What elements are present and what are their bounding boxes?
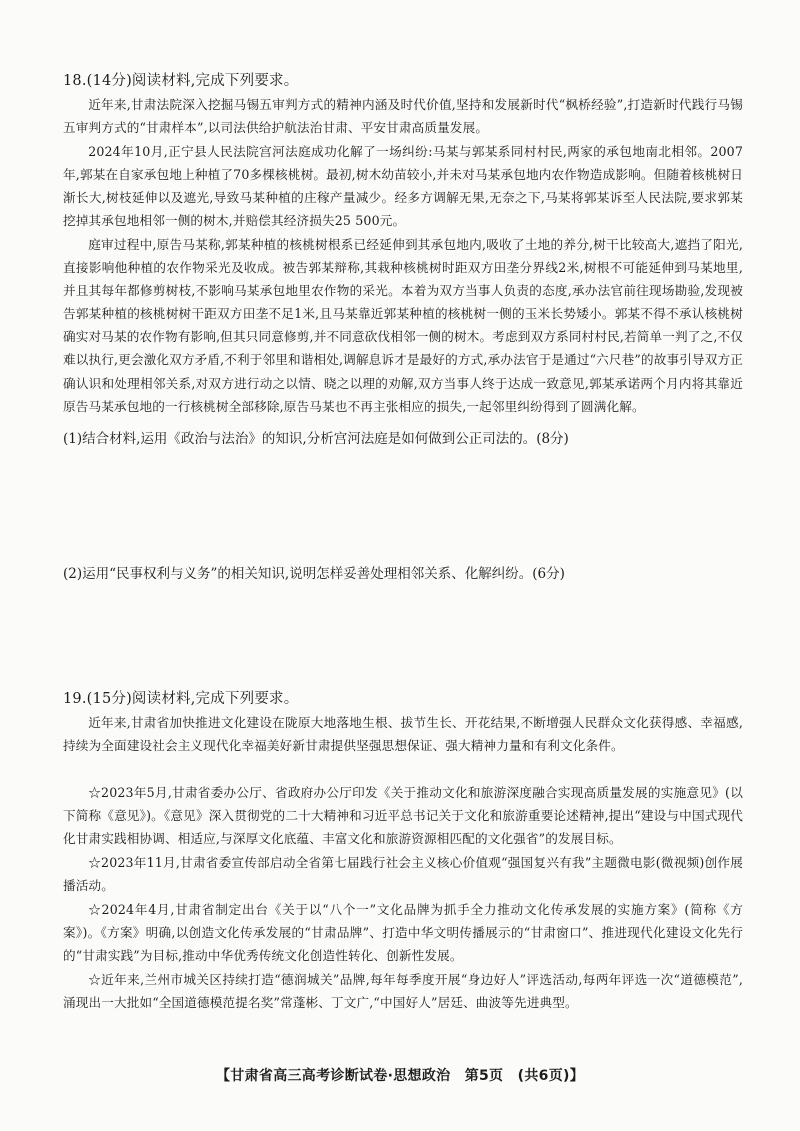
q18-paragraph-1: 近年来,甘肃法院深入挖掘马锡五审判方式的精神内涵及时代价值,坚持和发展新时代“枫桥经验”,打造新时代践行马锡五审判方式的“甘肃样本”,以司法供给护航法治甘肃、平安甘肃高质量发展。 bbox=[63, 97, 743, 136]
q19-paragraph-4: ☆2024年4月,甘肃省制定出台《关于以“八个一”文化品牌为抓手全力推动文化传承发展的实施方案》(简称《方案》)。《方案》明确,以创造文化传承发展的“甘肃品牌”、打造中华文明传播展示的“甘肃窗口”、推进现代化建设文化先行的“甘肃实践”为目标,推动中华优秀传统文化创造性转化、创新性发展。 bbox=[63, 902, 743, 964]
question-18-heading: 18.(14分)阅读材料,完成下列要求。 bbox=[63, 73, 299, 89]
q18-question-1: (1)结合材料,运用《政治与法治》的知识,分析宫河法庭是如何做到公正司法的。(8分) bbox=[63, 431, 569, 447]
q19-paragraph-3: ☆2023年11月,甘肃省委宣传部启动全省第七届践行社会主义核心价值观“强国复兴有我”主题微电影(微视频)创作展播活动。 bbox=[63, 855, 743, 894]
q18-paragraph-2: 2024年10月,正宁县人民法院宫河法庭成功化解了一场纠纷:马某与郭某系同村村民,两家的承包地南北相邻。2007年,郭某在自家承包地上种植了70多棵核桃树。最初,树木幼苗较小,并未对马某承包地内农作物造成影响。但随着核桃树日渐长大,树枝延伸以及遮光,导致马某种植的庄稼产量减少。经多方调解无果,无奈之下,马某将郭某诉至人民法院,要求郭某挖掉其承包地相邻一侧的树木,并赔偿其经济损失25 500元。 bbox=[63, 144, 743, 229]
q19-paragraph-1: 近年来,甘肃省加快推进文化建设在陇原大地落地生根、拔节生长、开花结果,不断增强人民群众文化获得感、幸福感,持续为全面建设社会主义现代化幸福美好新甘肃提供坚强思想保证、强大精神力量和有利文化条件。 bbox=[63, 715, 743, 754]
q18-paragraph-3: 庭审过程中,原告马某称,郭某种植的核桃树根系已经延伸到其承包地内,吸收了土地的养分,树干比较高大,遮挡了阳光,直接影响他种植的农作物采光及收成。被告郭某辩称,其栽种核桃树时距双方田垄分界线2米,树根不可能延伸到马某地里,并且其每年都修剪树枝,不影响马某承包地里农作物的采光。本着为双方当事人负责的态度,承办法官前往现场勘验,发现被告郭某种植的核桃树树干距双方田垄不足1米,且马某靠近郭某种植的核桃树一侧的玉米长势矮小。郭某不得不承认核桃树确实对马某的农作物有影响,但其只同意修剪,并不同意砍伐相邻一侧的树木。考虑到双方系同村村民,若简单一判了之,不仅难以执行,更会激化双方矛盾,不利于邻里和谐相处,调解息诉才是最好的方式,承办法官于是通过“六尺巷”的故事引导双方正确认识和处理相邻关系,对双方进行动之以情、晓之以理的劝解,双方当事人终于达成一致意见,郭某承诺两个月内将其靠近原告马某承包地的一行核桃树全部移除,原告马某也不再主张相应的损失,一起邻里纠纷得到了圆满化解。 bbox=[63, 237, 743, 414]
q18-question-2: (2)运用“民事权利与义务”的相关知识,说明怎样妥善处理相邻关系、化解纠纷。(6分) bbox=[63, 566, 565, 582]
q19-paragraph-5: ☆近年来,兰州市城关区持续打造“德润城关”品牌,每年每季度开展“身边好人”评选活动,每两年评选一次“道德模范”,涌现出一大批如“全国道德模范提名奖”常蓬彬、丁文广,“中国好人”居廷、曲波等先进典型。 bbox=[63, 972, 743, 1011]
page-footer: 【甘肃省高三高考诊断试卷·思想政治 第5页 (共6页)】 bbox=[216, 1068, 584, 1084]
question-19-heading: 19.(15分)阅读材料,完成下列要求。 bbox=[63, 691, 299, 707]
q19-paragraph-2: ☆2023年5月,甘肃省委办公厅、省政府办公厅印发《关于推动文化和旅游深度融合实现高质量发展的实施意见》(以下简称《意见》)。《意见》深入贯彻党的二十大精神和习近平总书记关于文化和旅游重要论述精神,提出“建设与中国式现代化甘肃实践相协调、相适应,与深厚文化底蕴、丰富文化和旅游资源相匹配的文化强省”的发展目标。 bbox=[63, 785, 743, 847]
